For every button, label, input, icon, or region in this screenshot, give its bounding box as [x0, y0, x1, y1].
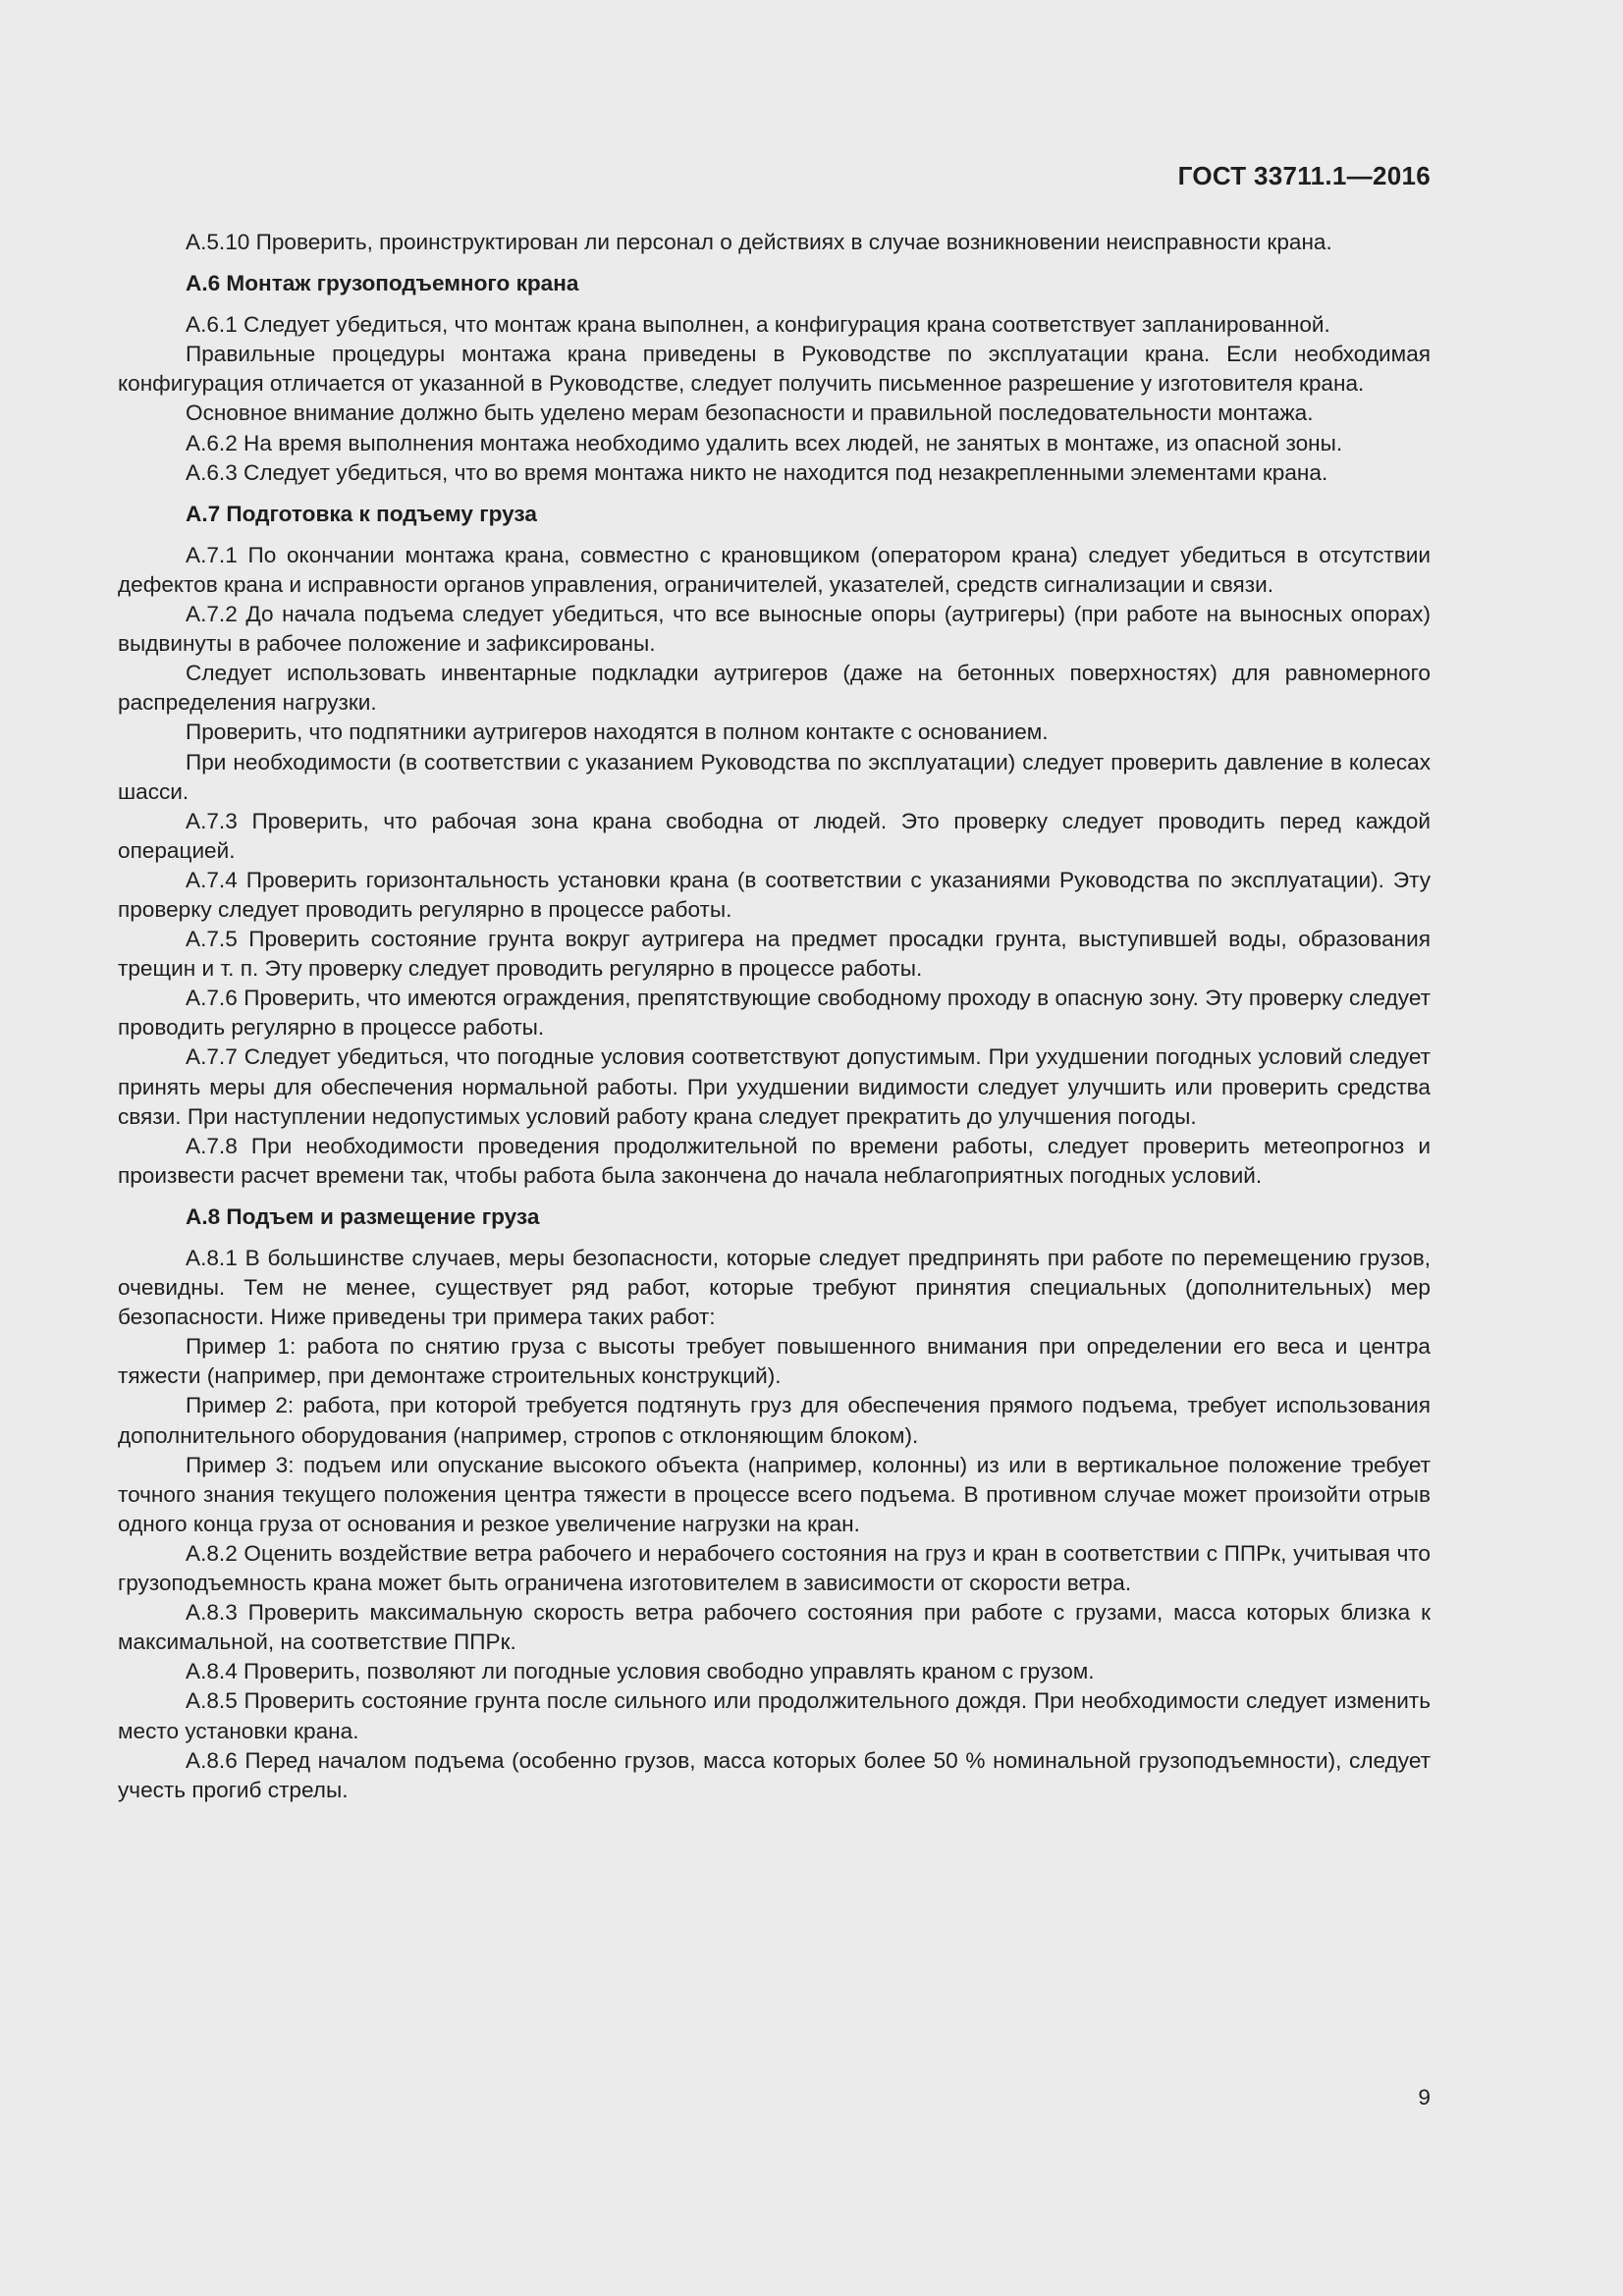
document-body [118, 228, 1431, 1805]
paragraph: Пример 2: работа, при которой требуется подтянуть груз для обеспечения прямого подъема, требует использования дополнительного оборудования (например, стропов с отклоняющим блоком). [118, 1393, 1431, 1448]
paragraph: При необходимости (в соответствии с указанием Руководства по эксплуатации) следует проверить давление в колесах шасси. [118, 749, 1431, 804]
section-heading: А.7 Подготовка к подъему груза [186, 501, 537, 526]
paragraph: А.8.5 Проверить состояние грунта после сильного или продолжительного дождя. При необходимости следует изменить место установки крана. [118, 1688, 1431, 1743]
paragraph: А.7.3 Проверить, что рабочая зона крана свободна от людей. Это проверку следует проводить перед каждой операцией. [118, 808, 1431, 863]
paragraph: Правильные процедуры монтажа крана приведены в Руководстве по эксплуатации крана. Если необходимая конфигурация отличается от указанной в Руководстве, следует получить письменное разрешение у изготовителя крана. [118, 342, 1431, 397]
paragraph: А.7.2 До начала подъема следует убедиться, что все выносные опоры (аутригеры) (при работе на выносных опорах) выдвинуты в рабочее положение и зафиксированы. [118, 602, 1431, 657]
paragraph: А.7.1 По окончании монтажа крана, совместно с крановщиком (оператором крана) следует убедиться в отсутствии дефектов крана и исправности органов управления, ограничителей, указателей, средств сигнализации и связи. [118, 542, 1431, 597]
paragraph: А.7.5 Проверить состояние грунта вокруг аутригера на предмет просадки грунта, выступившей воды, образования трещин и т. п. Эту проверку следует проводить регулярно в процессе работы. [118, 927, 1431, 982]
paragraph: Пример 3: подъем или опускание высокого объекта (например, колонны) из или в вертикальное положение требует точного знания текущего положения центра тяжести в процессе всего подъема. В противном случае может произойти отрыв одного конца груза от основания и резкое увеличение нагрузки на кран. [118, 1452, 1431, 1536]
paragraph: Пример 1: работа по снятию груза с высоты требует повышенного внимания при определении его веса и центра тяжести (например, при демонтаже строительных конструкций). [118, 1334, 1431, 1389]
paragraph: Проверить, что подпятники аутригеров находятся в полном контакте с основанием. [186, 720, 1049, 745]
paragraph: А.8.6 Перед началом подъема (особенно грузов, масса которых более 50 % номинальной грузоподъемности), следует учесть прогиб стрелы. [118, 1747, 1431, 1802]
paragraph: А.7.6 Проверить, что имеются ограждения, препятствующие свободному проходу в опасную зону. Эту проверку следует проводить регулярно в процессе работы. [118, 986, 1431, 1041]
paragraph: А.6.2 На время выполнения монтажа необходимо удалить всех людей, не занятых в монтаже, из опасной зоны. [186, 430, 1343, 455]
section-heading: А.6 Монтаж грузоподъемного крана [186, 271, 579, 296]
paragraph: Основное внимание должно быть уделено мерам безопасности и правильной последовательности монтажа. [186, 400, 1314, 426]
section-heading: А.8 Подъем и размещение груза [186, 1203, 540, 1229]
paragraph: А.8.1 В большинстве случаев, меры безопасности, которые следует предпринять при работе по перемещению грузов, очевидны. Тем не менее, существует ряд работ, которые требуют принятия специальных (дополнительных) мер безопасности. Ниже приведены три примера таких работ: [118, 1246, 1431, 1330]
paragraph: А.8.2 Оценить воздействие ветра рабочего и нерабочего состояния на груз и кран в соответствии с ППРк, учитывая что грузоподъемность крана может быть ограничена изготовителем в зависимости от скорости ветра. [118, 1540, 1431, 1596]
paragraph: Следует использовать инвентарные подкладки аутригеров (даже на бетонных поверхностях) для равномерного распределения нагрузки. [118, 661, 1431, 716]
paragraph: А.8.3 Проверить максимальную скорость ветра рабочего состояния при работе с грузами, масса которых близка к максимальной, на соответствие ППРк. [118, 1600, 1431, 1655]
paragraph: А.8.4 Проверить, позволяют ли погодные условия свободно управлять краном с грузом. [186, 1659, 1095, 1684]
paragraph: А.6.3 Следует убедиться, что во время монтажа никто не находится под незакрепленными элементами крана. [186, 459, 1328, 485]
standard-designation: ГОСТ 33711.1—2016 [1177, 161, 1431, 190]
paragraph: А.7.7 Следует убедиться, что погодные условия соответствуют допустимым. При ухудшении погодных условий следует принять меры для обеспечения нормальной работы. При ухудшении видимости следует улучшить или проверить средства связи. При наступлении недопустимых условий работу крана следует прекратить до улучшения погоды. [118, 1044, 1431, 1129]
page-number: 9 [1418, 2085, 1431, 2109]
paragraph: А.7.8 При необходимости проведения продолжительной по времени работы, следует проверить метеопрогноз и произвести расчет времени так, чтобы работа была закончена до начала неблагоприятных погодных условий. [118, 1133, 1431, 1188]
paragraph: А.5.10 Проверить, проинструктирован ли персонал о действиях в случае возникновении неисправности крана. [186, 230, 1332, 254]
paragraph: А.7.4 Проверить горизонтальность установки крана (в соответствии с указаниями Руководства по эксплуатации). Эту проверку следует проводить регулярно в процессе работы. [118, 867, 1431, 922]
paragraph: А.6.1 Следует убедиться, что монтаж крана выполнен, а конфигурация крана соответствует запланированной. [186, 312, 1330, 338]
